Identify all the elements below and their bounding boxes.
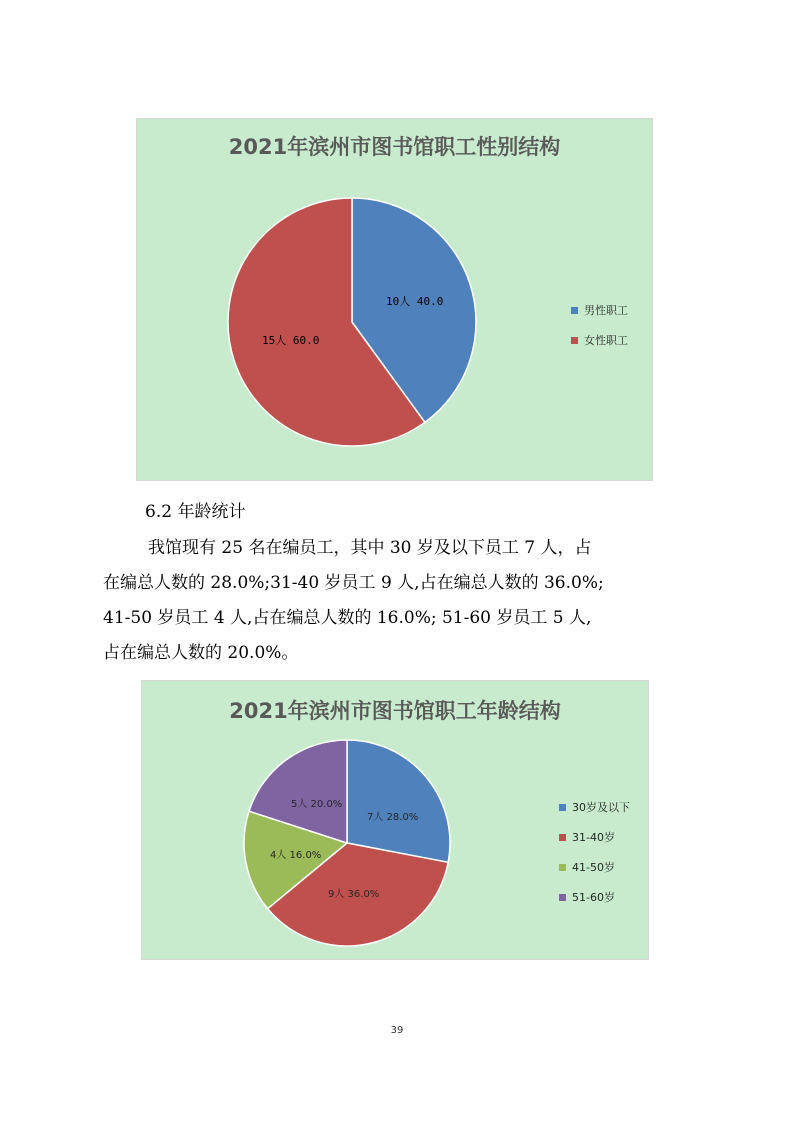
age-chart xyxy=(141,680,649,960)
gender-chart xyxy=(136,118,653,481)
paragraph-line: 41-50 岁员工 4 人,占在编总人数的 16.0%; 51-60 岁员工 5 人, xyxy=(103,608,592,628)
legend-label: 30岁及以下 xyxy=(572,801,630,814)
legend-label: 男性职工 xyxy=(584,304,628,317)
pie-slice-age-30 xyxy=(347,740,450,862)
legend-swatch xyxy=(559,834,566,841)
pie-label-age-31-40: 9人 36.0% xyxy=(328,889,380,900)
paragraph-line: 我馆现有 25 名在编员工，其中 30 岁及以下员工 7 人，占 xyxy=(148,538,592,558)
legend-swatch xyxy=(559,894,566,901)
legend-item-female xyxy=(571,332,628,348)
pie-label-male: 10人 40.0 xyxy=(386,295,444,308)
page-number: 39 xyxy=(390,1025,404,1036)
legend-swatch xyxy=(571,307,578,314)
gender-chart-title: 2021年滨州市图书馆职工性别结构 xyxy=(228,135,561,159)
pie-label-age-51-60: 5人 20.0% xyxy=(291,799,343,810)
paragraph-line: 在编总人数的 28.0%;31-40 岁员工 9 人,占在编总人数的 36.0%; xyxy=(103,573,604,593)
section-heading: 6.2 年龄统计 xyxy=(145,502,246,522)
legend-item-age-31-40 xyxy=(559,829,630,845)
legend-item-age-30 xyxy=(559,799,630,815)
age-legend xyxy=(559,799,630,919)
legend-label: 女性职工 xyxy=(584,334,628,347)
legend-item-male xyxy=(571,302,628,318)
legend-swatch xyxy=(559,804,566,811)
legend-swatch xyxy=(571,337,578,344)
pie-label-age-30: 7人 28.0% xyxy=(367,812,419,823)
gender-legend xyxy=(571,302,628,362)
legend-swatch xyxy=(559,864,566,871)
pie-label-female: 15人 60.0 xyxy=(262,334,320,347)
legend-item-age-51-60 xyxy=(559,889,630,905)
legend-label: 31-40岁 xyxy=(572,831,615,844)
legend-label: 51-60岁 xyxy=(572,891,615,904)
paragraph-line: 占在编总人数的 20.0%。 xyxy=(103,643,299,663)
pie-label-age-41-50: 4人 16.0% xyxy=(270,850,322,861)
body-paragraph xyxy=(103,531,693,671)
age-chart-title: 2021年滨州市图书馆职工年龄结构 xyxy=(229,699,561,723)
legend-label: 41-50岁 xyxy=(572,861,615,874)
legend-item-age-41-50 xyxy=(559,859,630,875)
